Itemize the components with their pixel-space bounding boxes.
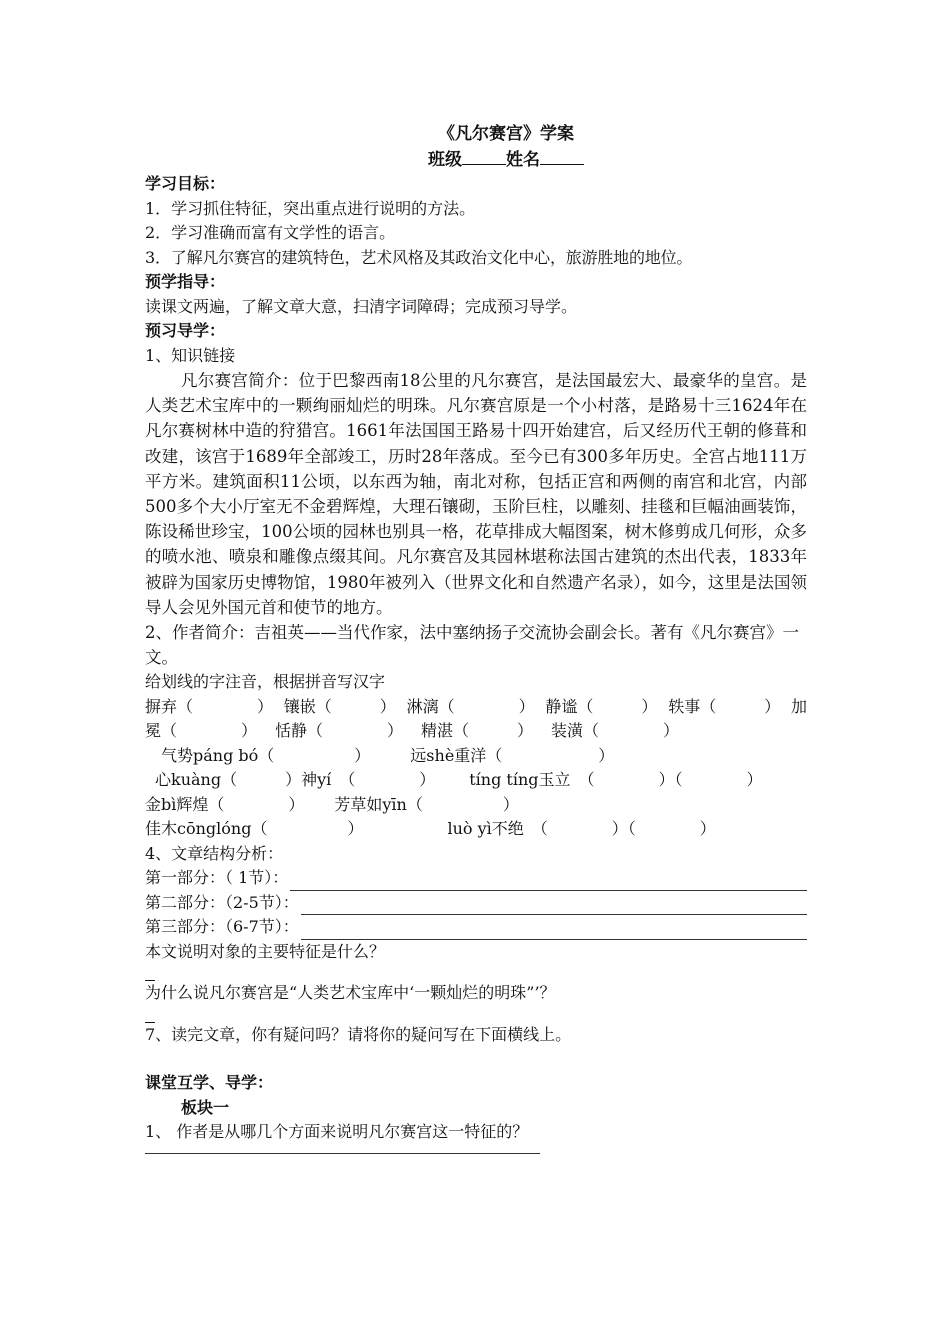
part-3-label: 第三部分：（6-7节）：	[145, 917, 299, 937]
class-name-line	[205, 146, 807, 172]
author-intro: 2、作者简介：吉祖英——当代作家，法中塞纳扬子交流协会副会长。著有《凡尔赛宫》一文。	[145, 623, 799, 668]
name-blank[interactable]	[540, 146, 584, 165]
part-2-label: 第二部分：（2-5节）：	[145, 892, 299, 912]
class-label: 班级	[428, 150, 462, 170]
vocab-item[interactable]: 静谧（ ）	[545, 696, 658, 716]
structure-title: 4、文章结构分析：	[145, 843, 284, 863]
question-pearl: 为什么说凡尔赛宫是“人类艺术宝库中‘一颗灿烂的明珠”’？	[145, 983, 556, 1003]
goal-item: 2．学习准确而富有文学性的语言。	[145, 223, 396, 242]
guide-text: 读课文两遍，了解文章大意，扫清字词障碍；完成预习导学。	[145, 296, 578, 316]
part-1-line	[145, 866, 807, 891]
vocab-item[interactable]: 摒弃（ ）	[145, 696, 274, 716]
vocab-row-4	[145, 768, 807, 793]
vocab-item[interactable]: 轶事（ ）	[668, 696, 781, 716]
question-feature: 本文说明对象的主要特征是什么？	[145, 941, 386, 961]
block-one-heading: 板块一	[181, 1097, 230, 1117]
part-3-answer-line[interactable]	[301, 922, 807, 940]
guide-heading: 预学指导：	[145, 272, 226, 291]
vocab-item[interactable]: 佳木cōnglóng（ ）	[145, 819, 364, 839]
part-1-label: 第一部分：（ 1节）：	[145, 868, 289, 888]
vocab-item[interactable]: luò yì不绝 （ ）（ ）	[447, 819, 716, 839]
vocab-item[interactable]: tíng tíng玉立 （ ）（ ）	[469, 770, 763, 790]
part-1-answer-line[interactable]	[290, 873, 807, 891]
worksheet	[145, 122, 807, 1154]
vocab-item[interactable]: 精湛（ ）	[421, 721, 534, 741]
goal-item: 3．了解凡尔赛宫的建筑特色，艺术风格及其政治文化中心，旅游胜地的地位。	[145, 247, 693, 267]
part-2-line	[145, 891, 807, 916]
knowledge-text: 凡尔赛宫简介：位于巴黎西南18公里的凡尔赛宫，是法国最宏大、最豪华的皇宫。是人类艺术宝库中的一颗绚丽灿烂的明珠。凡尔赛宫原是一个小村落，是路易十三1624年在凡尔赛树林中造的狩猎宫。1661年法国国王路易十四开始建宫，后又经历代王朝的修葺和改建，该宫于1689年全部竣工，历时28年落成。至今已有300多年历史。全宫占地111万平方米。建筑面积11公顷，以东西为轴，南北对称，包括正宫和两侧的南宫和北宫，内部500多个大小厅室无不金碧辉煌，大理石镶砌，玉阶巨柱，以雕刻、挂毯和巨幅油画装饰，陈设稀世珍宝，100公顷的园林也别具一格，花草排成大幅图案，树木修剪成几何形，众多的喷水池、喷泉和雕像点缀其间。凡尔赛宫及其园林堪称法国古建筑的杰出代表，1833年被辟为国家历史博物馆，1980年被列入（世界文化和自然遗产名录），如今，这里是法国领导人会见外国元首和使节的地方。	[145, 371, 807, 617]
vocab-item[interactable]: 气势páng bó（ ）	[161, 745, 371, 765]
part-3-line	[145, 915, 807, 940]
answer-blank[interactable]	[145, 964, 155, 981]
question-doubts: 7、读完文章，你有疑问吗？请将你的疑问写在下面横线上。	[145, 1024, 572, 1044]
vocab-row-3	[145, 744, 807, 769]
vocab-item[interactable]: 心kuàng（ ）神yí （ ）	[155, 770, 436, 790]
vocab-item[interactable]: 金bì辉煌（ ）	[145, 794, 305, 814]
vocab-row-1	[145, 695, 807, 720]
vocab-item[interactable]: 淋漓（ ）	[406, 696, 535, 716]
name-label: 姓名	[506, 150, 540, 170]
pinyin-task: 给划线的字注音，根据拼音写汉字	[145, 672, 386, 692]
vocab-row-5	[145, 793, 807, 818]
goals-heading: 学习目标：	[145, 174, 226, 193]
classroom-heading: 课堂互学、导学：	[145, 1073, 274, 1093]
vocab-item[interactable]: 装潢（ ）	[551, 721, 680, 741]
page-title: 《凡尔赛宫》学案	[438, 124, 574, 144]
vocab-item[interactable]: 镶嵌（ ）	[283, 696, 396, 716]
goal-item: 1．学习抓住特征，突出重点进行说明的方法。	[145, 198, 476, 218]
vocab-item[interactable]: 冕（ ）	[145, 721, 258, 741]
vocab-row-6	[145, 817, 807, 842]
part-2-answer-line[interactable]	[301, 897, 807, 915]
classroom-question-1: 1、 作者是从哪几个方面来说明凡尔赛宫这一特征的？	[145, 1122, 529, 1142]
vocab-item: 加	[790, 696, 807, 716]
vocab-row-2	[145, 719, 807, 744]
knowledge-title: 1、知识链接	[145, 345, 236, 365]
preview-heading: 预习导学：	[145, 321, 226, 340]
vocab-item[interactable]: 远shè重洋（ ）	[410, 745, 615, 765]
vocab-item[interactable]: 芳草如yīn（ ）	[334, 794, 519, 814]
vocab-item[interactable]: 恬静（ ）	[275, 721, 404, 741]
answer-blank[interactable]	[145, 1006, 155, 1023]
class-blank[interactable]	[462, 146, 506, 165]
answer-line[interactable]	[145, 1145, 540, 1154]
